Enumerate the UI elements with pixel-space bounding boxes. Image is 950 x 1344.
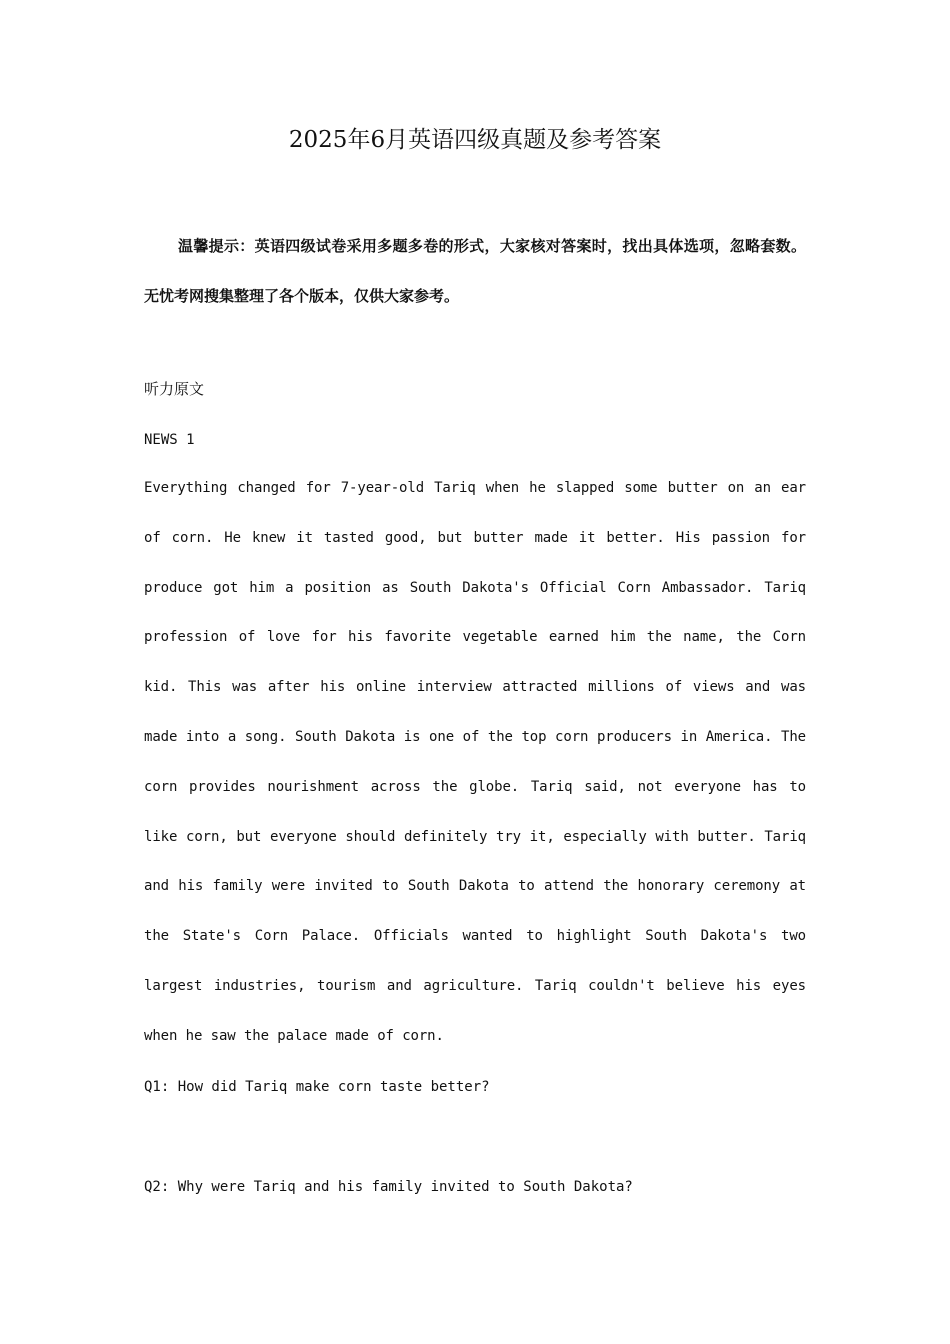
page-title: 2025年6月英语四级真题及参考答案 bbox=[288, 127, 662, 153]
question-2: Q2: Why were Tariq and his family invited to South Dakota? bbox=[144, 1179, 633, 1195]
question-1: Q1: How did Tariq make corn taste better? bbox=[144, 1079, 490, 1095]
news-label: NEWS 1 bbox=[144, 432, 195, 448]
reminder-tip: 温馨提示：英语四级试卷采用多题多卷的形式，大家核对答案时，找出具体选项，忽略套数。无忧考网搜集整理了各个版本，仅供大家参考。 bbox=[144, 237, 806, 305]
section-label-listening-script: 听力原文 bbox=[144, 380, 205, 398]
passage-text: Everything changed for 7-year-old Tariq when he slapped some butter on an ear of corn. He knew it tasted good, but butter made it better. His passion for produce got him a position as South Dakota's Official Corn Ambassador. Tariq profession of love for his favorite vegetable earned him the name, the Corn kid. This was after his online interview attracted millions of views and was made into a song. South Dakota is one of the top corn producers in America. The corn provides nourishment across the globe. Tariq said, not everyone has to like corn, but everyone should definitely try it, especially with butter. Tariq and his family were invited to South Dakota to attend the honorary ceremony at the State's Corn Palace. Officials wanted to highlight South Dakota's two largest industries, tourism and agriculture. Tariq couldn't believe his eyes when he saw the palace made of corn. bbox=[144, 480, 806, 1044]
